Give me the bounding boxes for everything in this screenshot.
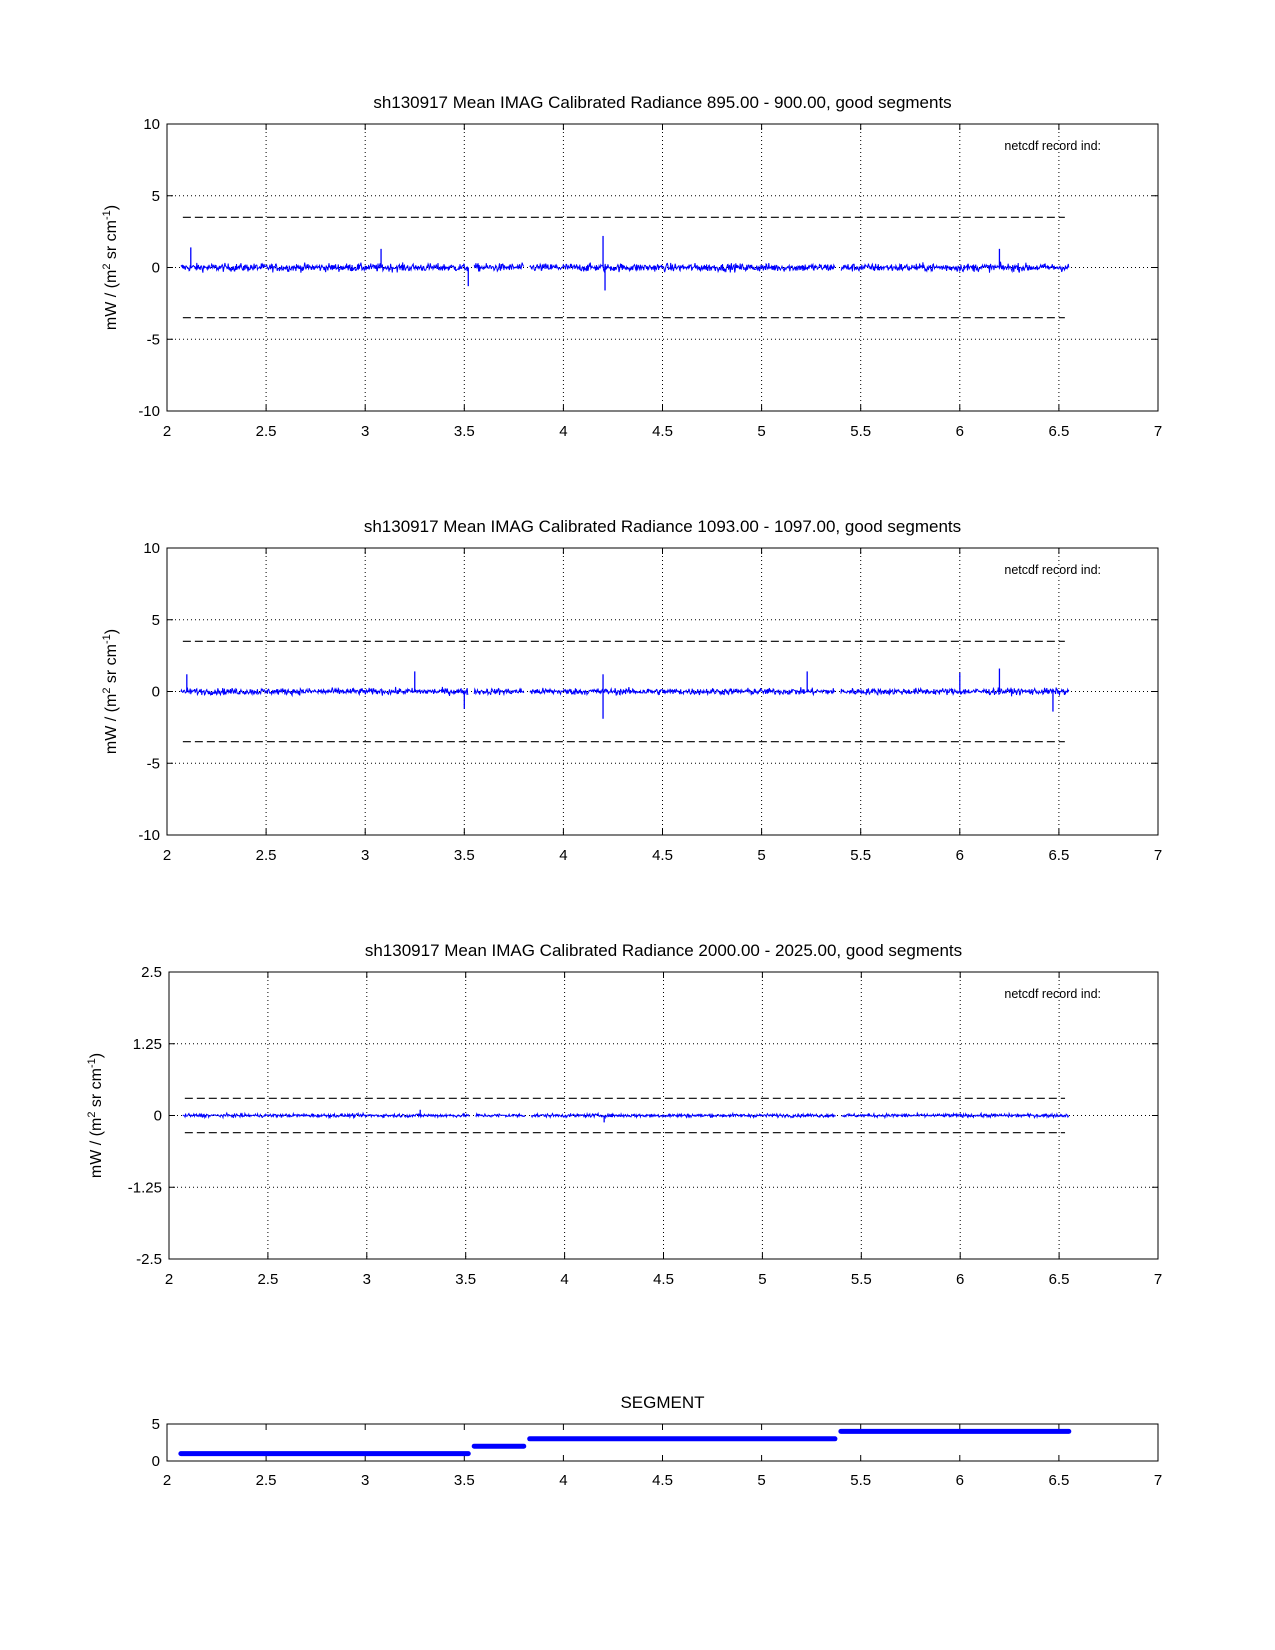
y-tick-label: -1.25 bbox=[127, 1179, 162, 1197]
x-tick-label: 7 bbox=[1153, 847, 1163, 864]
x-tick-label: 4.5 bbox=[653, 1271, 674, 1288]
x-tick-label: 6 bbox=[955, 423, 964, 440]
chart-panel-1 bbox=[101, 93, 1162, 440]
x-tick-label: 4.5 bbox=[652, 423, 673, 440]
chart-title: sh130917 Mean IMAG Calibrated Radiance 1093.00 - 1097.00, good segments bbox=[363, 517, 962, 536]
x-tick-label: 7 bbox=[1153, 423, 1163, 440]
x-tick-label: 2.5 bbox=[255, 847, 277, 864]
chart-title: sh130917 Mean IMAG Calibrated Radiance 895.00 - 900.00, good segments bbox=[373, 93, 952, 112]
y-tick-label: -5 bbox=[146, 331, 160, 349]
chart-panel-3 bbox=[86, 941, 1162, 1288]
y-tick-label: 0 bbox=[151, 683, 160, 701]
x-tick-label: 2.5 bbox=[255, 1472, 277, 1489]
x-tick-label: 4 bbox=[560, 1271, 569, 1288]
x-tick-label: 3 bbox=[361, 423, 370, 440]
x-tick-label: 7 bbox=[1153, 1472, 1163, 1489]
y-tick-label: 5 bbox=[151, 187, 160, 205]
x-tick-label: 3.5 bbox=[455, 1271, 477, 1288]
x-tick-label: 4 bbox=[559, 423, 568, 440]
y-axis-label: mW / ($m^2$ sr $cm^{-1}$) bbox=[101, 628, 120, 755]
x-tick-label: 3 bbox=[362, 1271, 371, 1288]
annotation: netcdf record ind: bbox=[1004, 563, 1101, 577]
y-tick-label: 2.5 bbox=[141, 964, 162, 981]
y-tick-label: 10 bbox=[143, 540, 160, 557]
x-tick-label: 5 bbox=[758, 1271, 767, 1288]
x-tick-label: 3.5 bbox=[453, 1472, 475, 1489]
x-tick-label: 6 bbox=[956, 1271, 965, 1288]
x-tick-label: 2 bbox=[162, 423, 172, 440]
x-tick-label: 5 bbox=[757, 847, 766, 864]
x-tick-label: 5.5 bbox=[850, 847, 872, 864]
x-tick-label: 2 bbox=[162, 1472, 172, 1489]
x-tick-label: 3.5 bbox=[453, 847, 475, 864]
x-tick-label: 4.5 bbox=[652, 847, 673, 864]
x-tick-label: 5.5 bbox=[850, 1472, 872, 1489]
chart-title: SEGMENT bbox=[620, 1393, 705, 1412]
x-tick-label: 6.5 bbox=[1048, 1472, 1070, 1489]
y-tick-label: 5 bbox=[151, 611, 160, 629]
chart-panel-4 bbox=[152, 1393, 1163, 1489]
y-tick-label: 0 bbox=[151, 259, 160, 277]
y-tick-label: 0 bbox=[151, 1453, 160, 1470]
y-tick-label: -2.5 bbox=[136, 1251, 162, 1268]
y-tick-label: 10 bbox=[143, 116, 160, 133]
y-tick-label: 5 bbox=[151, 1416, 160, 1433]
y-axis-label: mW / ($m^2$ sr $cm^{-1}$) bbox=[86, 1052, 105, 1179]
annotation: netcdf record ind: bbox=[1004, 139, 1101, 153]
x-tick-label: 3 bbox=[361, 847, 370, 864]
x-tick-label: 6.5 bbox=[1048, 1271, 1070, 1288]
x-tick-label: 3 bbox=[361, 1472, 370, 1489]
x-tick-label: 4 bbox=[559, 1472, 568, 1489]
x-tick-label: 2.5 bbox=[255, 423, 277, 440]
y-tick-label: -10 bbox=[138, 403, 160, 420]
y-tick-label: -10 bbox=[138, 827, 160, 844]
x-tick-label: 6.5 bbox=[1048, 423, 1070, 440]
y-axis-label: mW / ($m^2$ sr $cm^{-1}$) bbox=[101, 204, 120, 331]
x-tick-label: 4.5 bbox=[652, 1472, 673, 1489]
x-tick-label: 3.5 bbox=[453, 423, 475, 440]
y-tick-label: 1.25 bbox=[132, 1035, 162, 1053]
x-tick-label: 4 bbox=[559, 847, 568, 864]
x-tick-label: 2 bbox=[162, 847, 172, 864]
y-tick-label: 0 bbox=[153, 1107, 162, 1125]
annotation: netcdf record ind: bbox=[1004, 987, 1101, 1001]
chart-title: sh130917 Mean IMAG Calibrated Radiance 2000.00 - 2025.00, good segments bbox=[364, 941, 963, 960]
chart-panel-2 bbox=[101, 517, 1162, 864]
y-tick-label: -5 bbox=[146, 755, 160, 773]
x-tick-label: 5 bbox=[757, 1472, 766, 1489]
x-tick-label: 2.5 bbox=[257, 1271, 279, 1288]
x-tick-label: 5.5 bbox=[850, 1271, 872, 1288]
x-tick-label: 5 bbox=[757, 423, 766, 440]
x-tick-label: 2 bbox=[164, 1271, 174, 1288]
x-tick-label: 5.5 bbox=[850, 423, 872, 440]
x-tick-label: 7 bbox=[1153, 1271, 1163, 1288]
x-tick-label: 6.5 bbox=[1048, 847, 1070, 864]
x-tick-label: 6 bbox=[955, 847, 964, 864]
x-tick-label: 6 bbox=[955, 1472, 964, 1489]
